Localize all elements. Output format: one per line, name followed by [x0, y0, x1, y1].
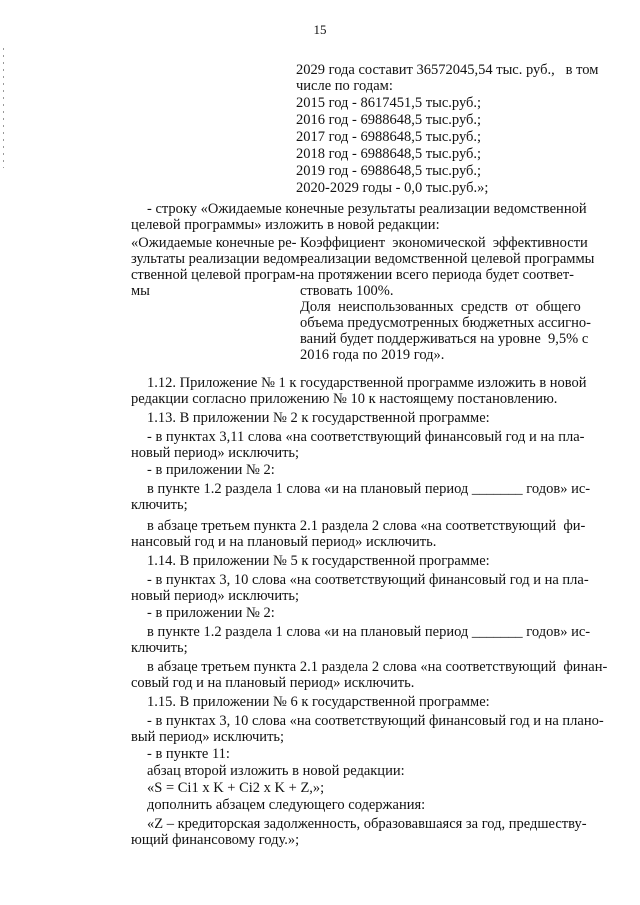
- table-right-cell: [300, 235, 606, 363]
- body-line: «Z – кредиторская задолженность, образовавшаяся за год, предшеству-: [147, 816, 587, 832]
- scan-margin-mark: [3, 48, 4, 168]
- body-line: 1.13. В приложении № 2 к государственной программе:: [147, 410, 490, 426]
- body-line: в абзаце третьем пункта 2.1 раздела 2 слова «на соответствующий финан-: [147, 659, 608, 675]
- body-line: ключить;: [131, 640, 188, 656]
- body-line: совый год и на плановый период» исключить.: [131, 675, 415, 691]
- top-line: 2017 год - 6988648,5 тыс.руб.;: [296, 129, 482, 145]
- body-line: 1.15. В приложении № 6 к государственной программе:: [147, 694, 490, 710]
- body-line: новый период» исключить;: [131, 588, 300, 604]
- page-number: 15: [313, 22, 327, 37]
- top-line: 2020-2029 годы - 0,0 тыс.руб.»;: [296, 180, 489, 196]
- top-line: числе по годам:: [296, 78, 393, 94]
- top-line: 2015 год - 8617451,5 тыс.руб.;: [296, 95, 482, 111]
- table-right-line: Доля неиспользованных средств от общего: [300, 299, 581, 315]
- body-line: в абзаце третьем пункта 2.1 раздела 2 слова «на соответствующий фи-: [147, 518, 586, 534]
- body-line: - в пунктах 3,11 слова «на соответствующий финансовый год и на пла-: [147, 429, 585, 445]
- body-line: новый период» исключить;: [131, 445, 300, 461]
- body-line: вый период» исключить;: [131, 729, 285, 745]
- body-line: в пункте 1.2 раздела 1 слова «и на плановый период _______ годов» ис-: [147, 481, 591, 497]
- body-line: нансовый год и на плановый период» исключить.: [131, 534, 437, 550]
- body-line: ющий финансовому году.»;: [131, 832, 300, 848]
- table-left-line: «Ожидаемые конечные ре-: [131, 235, 297, 251]
- body-line: ключить;: [131, 497, 188, 513]
- top-line: 2019 год - 6988648,5 тыс.руб.;: [296, 163, 482, 179]
- formula-line: «S = Ci1 x K + Ci2 x K + Z,»;: [147, 780, 325, 796]
- table-right-line: ваний будет поддерживаться на уровне 9,5% с: [300, 331, 589, 347]
- body-line: - в пунктах 3, 10 слова «на соответствующий финансовый год и на плано-: [147, 713, 604, 729]
- table-left-line: ственной целевой програм-: [131, 267, 301, 283]
- body-line: 1.14. В приложении № 5 к государственной программе:: [147, 553, 490, 569]
- table-right-line: реализации ведомственной целевой программы: [300, 251, 595, 267]
- top-line: 2018 год - 6988648,5 тыс.руб.;: [296, 146, 482, 162]
- intro-line: целевой программы» изложить в новой редакции:: [131, 217, 440, 233]
- table-right-line: 2016 года по 2019 год».: [300, 347, 445, 363]
- table-left-line: зультаты реализации ведом-: [131, 251, 305, 267]
- table-right-line: Коэффициент экономической эффективности: [300, 235, 588, 251]
- intro-line: - строку «Ожидаемые конечные результаты реализации ведомственной: [147, 201, 587, 217]
- body-line: - в приложении № 2:: [147, 462, 275, 478]
- table-left-cell: [131, 235, 305, 299]
- top-line: 2029 года составит 36572045,54 тыс. руб., в том: [296, 62, 599, 78]
- body-line: - в пунктах 3, 10 слова «на соответствующий финансовый год и на пла-: [147, 572, 589, 588]
- body-line: редакции согласно приложению № 10 к настоящему постановлению.: [131, 391, 558, 407]
- body-line: абзац второй изложить в новой редакции:: [147, 763, 405, 779]
- table-left-line: мы: [131, 283, 150, 299]
- body-line: 1.12. Приложение № 1 к государственной программе изложить в новой: [147, 375, 587, 391]
- body-line: - в приложении № 2:: [147, 605, 275, 621]
- table-right-line: объема предусмотренных бюджетных ассигно-: [300, 315, 591, 331]
- table-right-line: на протяжении всего периода будет соответ-: [300, 267, 574, 283]
- table-right-line: ствовать 100%.: [300, 283, 394, 299]
- body-line: дополнить абзацем следующего содержания:: [147, 797, 426, 813]
- body-line: - в пункте 11:: [147, 746, 230, 762]
- top-line: 2016 год - 6988648,5 тыс.руб.;: [296, 112, 482, 128]
- body-line: в пункте 1.2 раздела 1 слова «и на плановый период _______ годов» ис-: [147, 624, 591, 640]
